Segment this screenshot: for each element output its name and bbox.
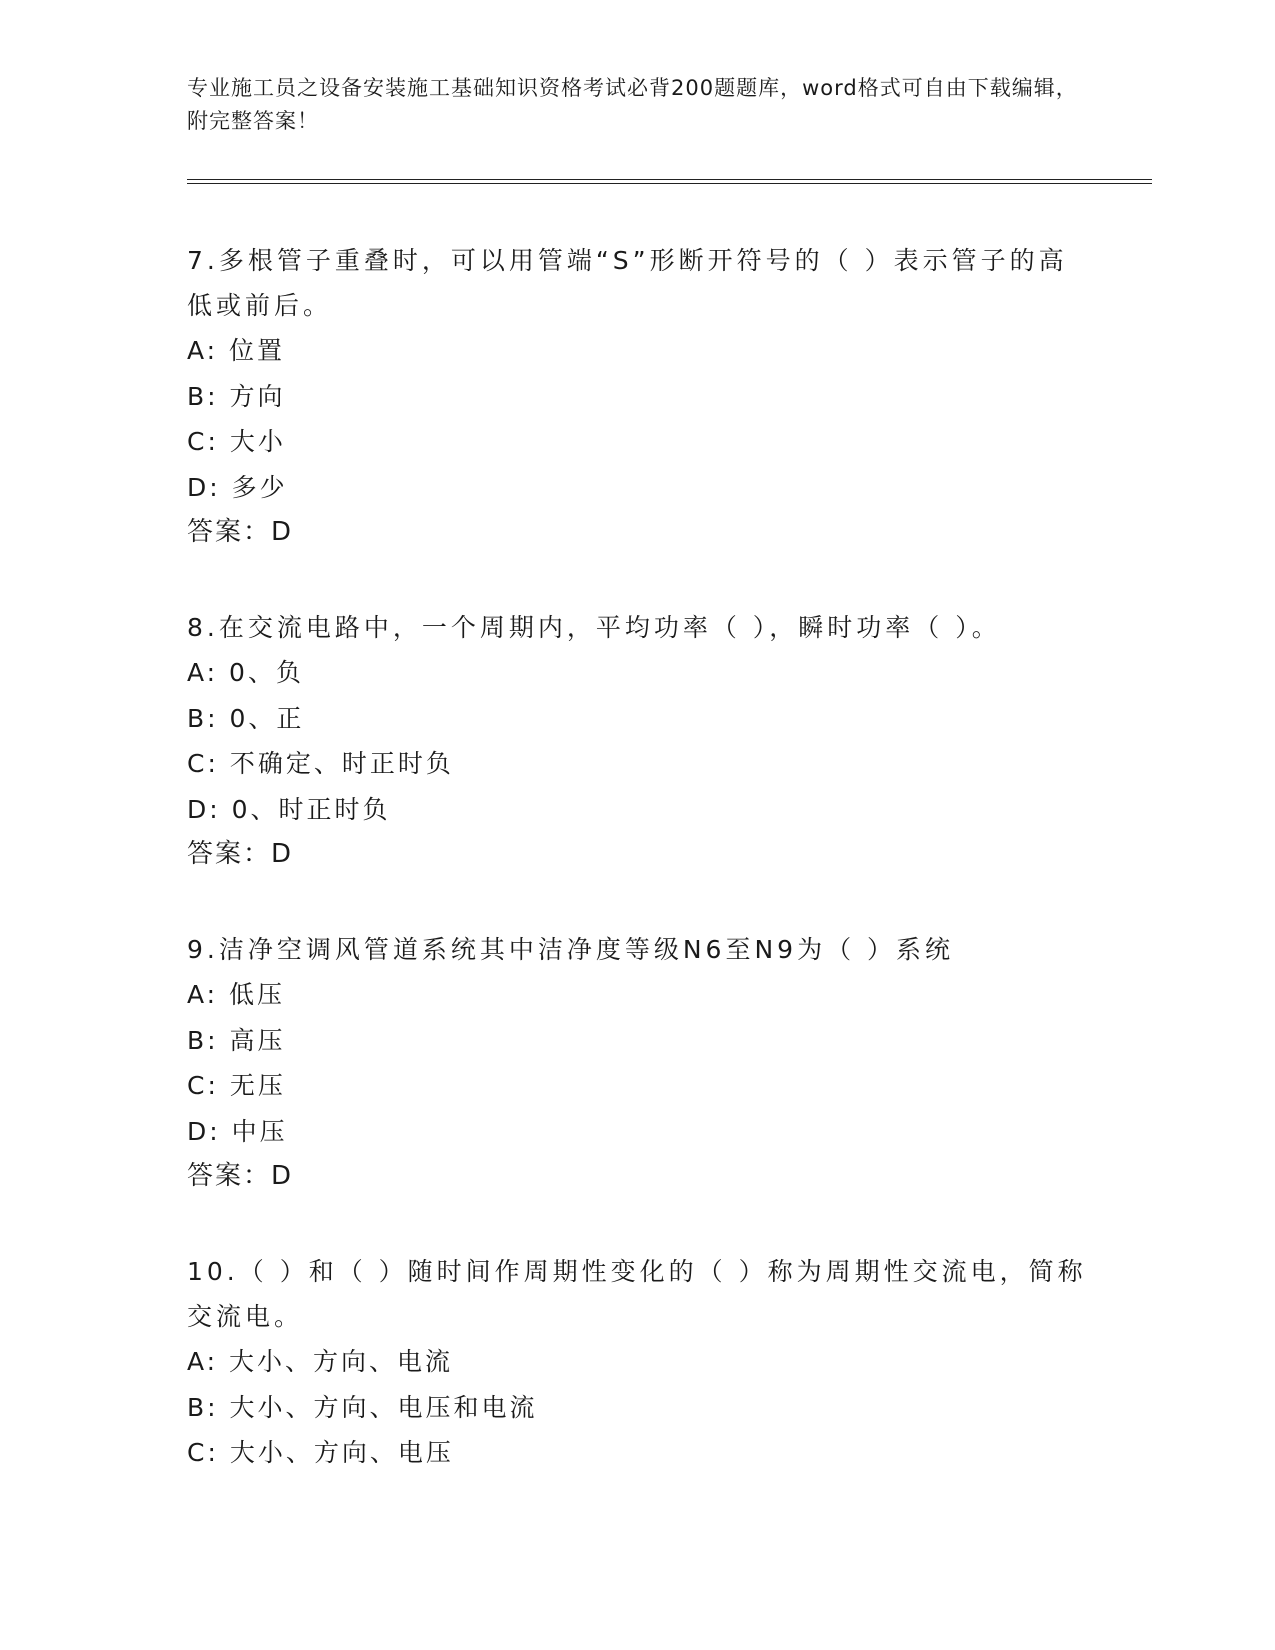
answer-label: 答案：D [187,1161,294,1191]
header-divider-top [187,179,1152,180]
question-text: 10.（ ）和（ ）随时间作周期性变化的（ ）称为周期性交流电，简称交流电。 [187,1257,1087,1331]
option-a: A: 大小、方向、电流 [187,1347,454,1376]
question-text: 9.洁净空调风管道系统其中洁净度等级N6至N9为（ ）系统 [187,935,955,964]
option-d: D: 中压 [187,1116,288,1146]
answer-label: 答案：D [187,517,294,547]
question-text: 7.多根管子重叠时，可以用管端“S”形断开符号的（ ）表示管子的高低或前后。 [187,246,1068,320]
option-d: D: 多少 [187,472,288,502]
option-c: C: 大小、方向、电压 [187,1438,454,1467]
option-d: D: 0、时正时负 [187,794,391,824]
document-header: 专业施工员之设备安装施工基础知识资格考试必背200题题库，word格式可自由下载编辑，附完整答案！ [187,76,1078,133]
option-b: B: 0、正 [187,703,305,733]
option-a: A: 0、负 [187,658,304,687]
option-b: B: 方向 [187,381,286,411]
question-8 [187,605,1087,877]
answer-label: 答案：D [187,839,294,869]
option-b: B: 大小、方向、电压和电流 [187,1392,538,1422]
question-list [187,238,1087,1526]
option-c: C: 不确定、时正时负 [187,749,454,778]
question-text: 8.在交流电路中，一个周期内，平均功率（ ），瞬时功率（ ）。 [187,613,1001,642]
option-b: B: 高压 [187,1025,286,1055]
option-c: C: 大小 [187,427,286,456]
header-divider-bottom [187,183,1152,184]
option-c: C: 无压 [187,1071,286,1100]
question-7 [187,238,1087,555]
option-a: A: 位置 [187,336,286,365]
option-a: A: 低压 [187,980,286,1009]
question-9 [187,927,1087,1199]
question-10 [187,1249,1087,1476]
